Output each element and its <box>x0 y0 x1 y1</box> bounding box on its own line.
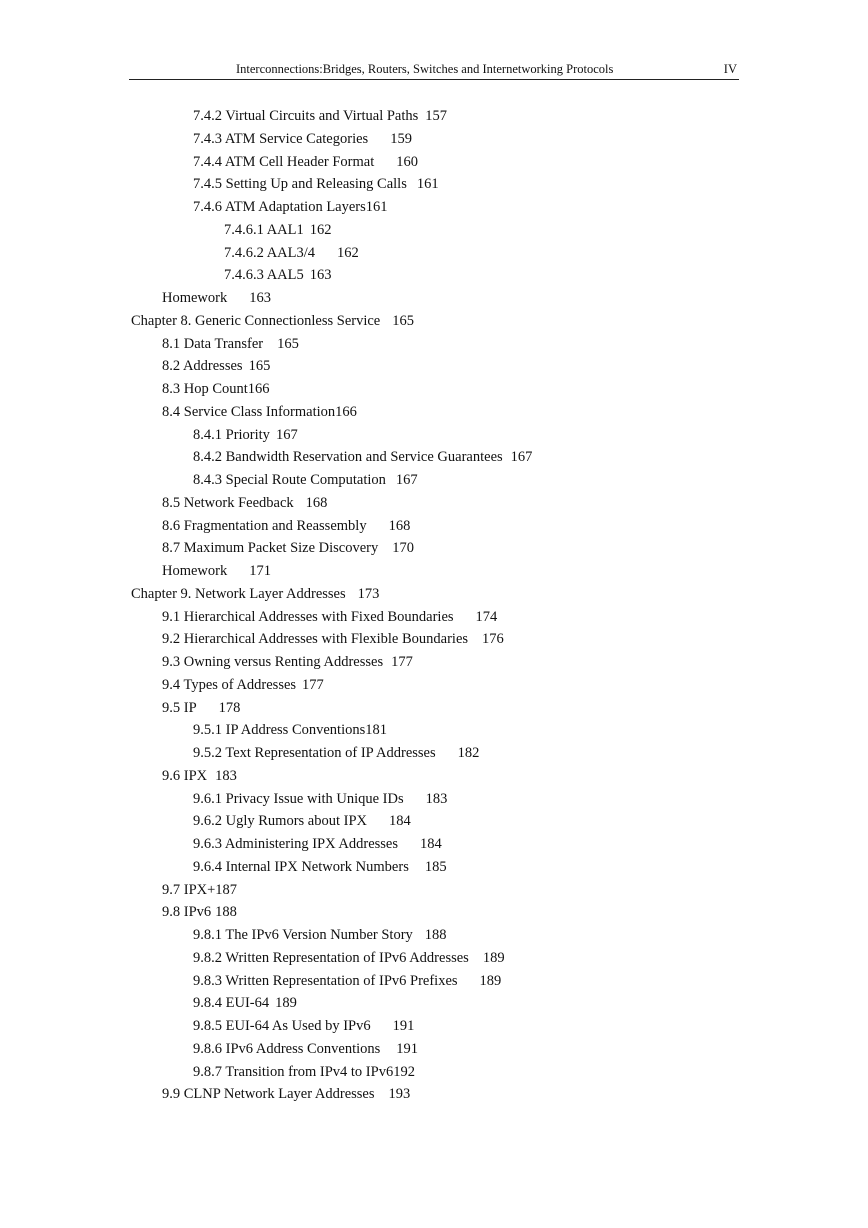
toc-entry-page: 189 <box>479 972 502 989</box>
toc-entry <box>193 130 412 148</box>
toc-entry-page: 181 <box>365 722 388 739</box>
toc-entry <box>162 1085 410 1103</box>
toc-entry-page: 165 <box>392 312 414 329</box>
toc-entry <box>193 721 387 739</box>
toc-entry-label: 9.5.1 IP Address Conventions <box>193 722 366 739</box>
toc-entry-page: 187 <box>215 881 238 898</box>
toc-entry <box>193 471 418 489</box>
toc-entry-page: 166 <box>335 403 357 420</box>
toc-entry <box>224 221 332 239</box>
toc-entry-page: 171 <box>249 563 271 579</box>
toc-entry-label: 9.6.3 Administering IPX Addresses <box>193 836 399 852</box>
toc-entry-label: 8.2 Addresses <box>162 358 243 375</box>
toc-entry <box>162 767 237 785</box>
toc-entry <box>193 949 505 967</box>
toc-entry <box>224 244 359 262</box>
toc-entry-label: 8.4.2 Bandwidth Reservation and Service Guarantees <box>193 449 503 466</box>
toc-entry-label: Chapter 8. Generic Connectionless Service <box>131 312 381 329</box>
toc-entry-page: 188 <box>215 904 237 921</box>
toc-entry-label: 7.4.4 ATM Cell Header Format <box>193 153 375 170</box>
toc-entry-page: 167 <box>395 472 418 488</box>
toc-entry <box>193 107 447 125</box>
toc-entry-label: 9.8.3 Written Representation of IPv6 Prefixes <box>193 972 458 989</box>
toc-entry <box>162 608 497 626</box>
toc-entry-page: 173 <box>357 585 380 602</box>
toc-entry <box>162 653 413 671</box>
toc-entry-page: 162 <box>337 244 359 261</box>
toc-entry-page: 170 <box>392 540 414 557</box>
toc-entry-page: 160 <box>396 153 418 170</box>
toc-entry-label: 7.4.6.3 AAL5 <box>224 267 304 284</box>
toc-entry <box>162 699 240 717</box>
toc-entry-page: 192 <box>393 1063 415 1080</box>
toc-entry <box>162 403 357 421</box>
toc-entry <box>131 312 414 330</box>
toc-entry <box>162 289 271 307</box>
toc-entry-page: 189 <box>482 949 505 966</box>
toc-entry-page: 159 <box>390 130 412 147</box>
toc-entry <box>162 676 324 694</box>
toc-entry-page: 165 <box>248 358 271 375</box>
toc-entry-label: Homework <box>162 563 228 579</box>
toc-entry-page: 166 <box>247 381 270 397</box>
toc-entry-label: 7.4.3 ATM Service Categories <box>193 130 369 147</box>
toc-entry <box>193 1040 418 1058</box>
toc-entry-page: 165 <box>277 335 299 352</box>
toc-entry <box>193 153 418 171</box>
toc-entry-label: 9.9 CLNP Network Layer Addresses <box>162 1086 375 1103</box>
toc-entry-page: 161 <box>416 176 439 193</box>
header-title: Interconnections:Bridges, Routers, Switches and Internetworking Protocols <box>236 62 614 76</box>
toc-entry-label: 9.2 Hierarchical Addresses with Flexible Boundaries <box>162 631 469 648</box>
toc-entry <box>193 994 297 1012</box>
toc-entry-page: 177 <box>391 654 413 670</box>
toc-entry-label: 9.6.4 Internal IPX Network Numbers <box>193 858 409 875</box>
toc-entry <box>193 198 388 216</box>
toc-entry <box>131 585 379 603</box>
toc-entry-label: 7.4.5 Setting Up and Releasing Calls <box>193 176 407 193</box>
toc-entry-page: 177 <box>302 676 324 693</box>
toc-entry-page: 167 <box>275 426 298 443</box>
toc-entry-label: 8.7 Maximum Packet Size Discovery <box>162 540 379 557</box>
toc-entry-page: 161 <box>365 199 388 215</box>
toc-entry-page: 168 <box>388 517 411 534</box>
toc-entry-page: 167 <box>510 449 533 466</box>
toc-entry-page: 185 <box>424 858 447 875</box>
toc-entry-label: 9.3 Owning versus Renting Addresses <box>162 654 384 670</box>
header-page-number: IV <box>723 62 737 76</box>
toc-entry <box>162 630 504 648</box>
toc-entry-page: 162 <box>309 221 332 238</box>
toc-entry-label: 7.4.6.1 AAL1 <box>224 221 304 238</box>
toc-entry-page: 191 <box>392 1018 415 1034</box>
toc-entry <box>162 494 327 512</box>
toc-entry-label: 7.4.2 Virtual Circuits and Virtual Paths <box>193 108 419 124</box>
toc-entry-label: 9.1 Hierarchical Addresses with Fixed Boundaries <box>162 608 454 625</box>
toc-entry <box>162 903 237 921</box>
toc-entry <box>162 335 299 353</box>
toc-entry-label: 8.4.3 Special Route Computation <box>193 472 386 488</box>
toc-entry <box>162 357 270 375</box>
toc-entry-label: 9.8.7 Transition from IPv4 to IPv6 <box>193 1063 394 1080</box>
toc-entry <box>193 175 439 193</box>
toc-entry-label: 9.8.1 The IPv6 Version Number Story <box>193 927 413 943</box>
toc-entry-label: 8.6 Fragmentation and Reassembly <box>162 517 367 534</box>
toc-entry <box>162 562 271 580</box>
toc-entry <box>193 1063 415 1081</box>
toc-entry-label: 7.4.6.2 AAL3/4 <box>224 244 316 261</box>
toc-entry-label: 9.4 Types of Addresses <box>162 676 297 693</box>
toc-entry-page: 184 <box>420 836 442 852</box>
toc-entry-page: 188 <box>424 927 447 943</box>
toc-entry <box>193 858 447 876</box>
toc-entry-page: 157 <box>425 108 448 124</box>
toc-entry-page: 174 <box>475 608 498 625</box>
toc-entry-page: 176 <box>482 631 504 648</box>
toc-entry <box>193 835 442 853</box>
toc-entry-page: 184 <box>389 813 411 830</box>
toc-entry-page: 168 <box>305 494 328 511</box>
toc-entry-label: 8.4.1 Priority <box>193 426 270 443</box>
toc-entry-page: 178 <box>218 699 241 716</box>
toc-entry-page: 189 <box>275 995 297 1012</box>
toc-entry <box>193 812 411 830</box>
toc-entry <box>193 790 447 808</box>
toc-entry-label: 9.8.5 EUI-64 As Used by IPv6 <box>193 1018 371 1034</box>
toc-entry-page: 183 <box>425 790 448 807</box>
toc-entry <box>193 926 447 944</box>
toc-entry-label: Chapter 9. Network Layer Addresses <box>131 585 346 602</box>
toc-entry <box>162 881 237 899</box>
toc-entry-label: 9.5.2 Text Representation of IP Addresses <box>193 745 436 761</box>
toc-entry-label: 8.4 Service Class Information <box>162 403 336 420</box>
toc-entry-page: 163 <box>249 290 271 306</box>
toc-entry-label: 8.1 Data Transfer <box>162 335 264 352</box>
toc-entry-label: 9.7 IPX+ <box>162 881 216 898</box>
toc-entry <box>162 517 410 535</box>
toc-entry-label: 7.4.6 ATM Adaptation Layers <box>193 199 366 215</box>
toc-entry-label: 9.6 IPX <box>162 767 208 784</box>
toc-entry-page: 163 <box>309 267 332 284</box>
toc-entry-page: 182 <box>457 745 480 761</box>
toc-entry <box>193 972 501 990</box>
toc-entry-label: 9.6.1 Privacy Issue with Unique IDs <box>193 790 404 807</box>
toc-entry <box>193 1017 414 1035</box>
toc-entry <box>224 266 332 284</box>
toc-entry <box>162 380 270 398</box>
toc-entry-label: 8.3 Hop Count <box>162 381 248 397</box>
toc-entry <box>193 426 298 444</box>
toc-entry-page: 191 <box>396 1040 419 1057</box>
toc-entry-label: 9.8 IPv6 <box>162 904 212 921</box>
toc-entry <box>193 448 532 466</box>
toc-entry-label: 9.5 IP <box>162 699 197 716</box>
toc-entry <box>162 539 414 557</box>
toc-entry-page: 193 <box>388 1086 411 1103</box>
toc-entry <box>193 744 479 762</box>
toc-entry-label: 9.8.2 Written Representation of IPv6 Addresses <box>193 949 469 966</box>
toc-entry-page: 183 <box>215 767 237 784</box>
toc-entry-label: 9.8.4 EUI-64 <box>193 995 270 1012</box>
toc-entry-label: 9.6.2 Ugly Rumors about IPX <box>193 813 367 830</box>
toc-entry-label: 8.5 Network Feedback <box>162 494 294 511</box>
toc-entry-label: 9.8.6 IPv6 Address Conventions <box>193 1040 381 1057</box>
toc-entry-label: Homework <box>162 290 228 306</box>
